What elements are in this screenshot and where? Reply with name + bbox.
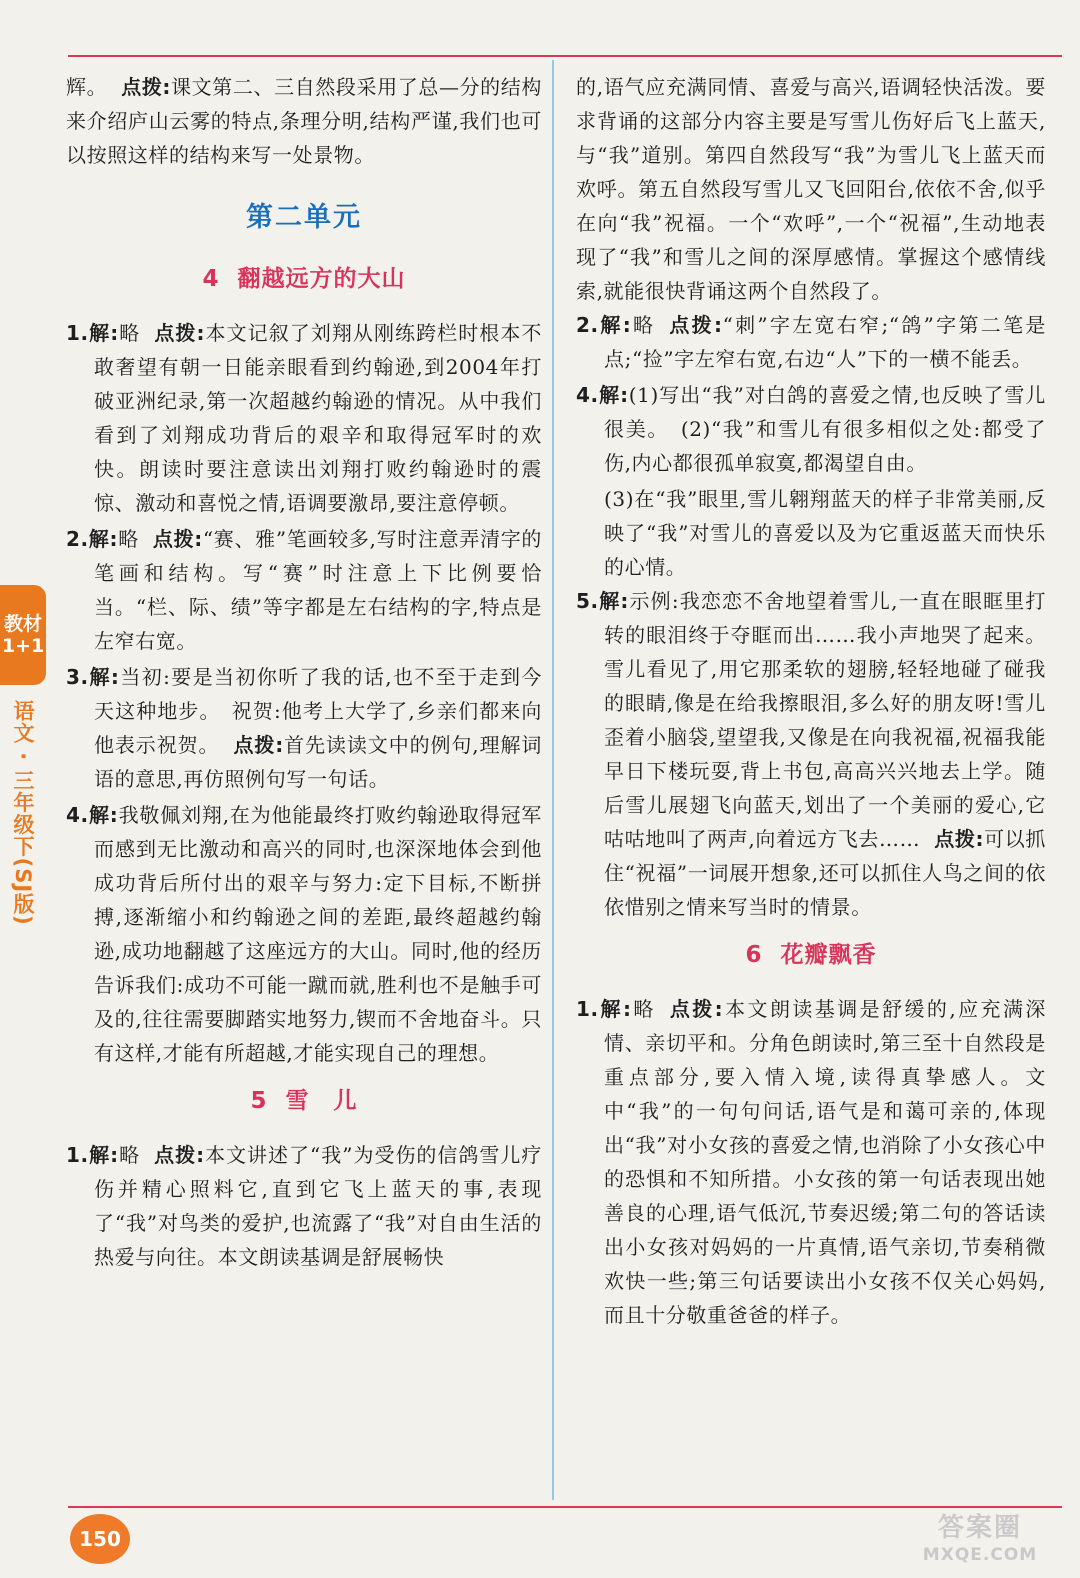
- intro-paragraph: 辉。 点拨:课文第二、三自然段采用了总—分的结构来介绍庐山云雾的特点,条理分明,结构严谨,我们也可以按照这样的结构来写一处景物。: [66, 75, 542, 167]
- page-number: 150: [70, 1514, 130, 1564]
- lesson-5-answer-4-part-3: (3)在“我”眼里,雪儿翱翔蓝天的样子非常美丽,反映了“我”对雪儿的喜爱以及为它重返蓝天而快乐的心情。: [604, 487, 1046, 579]
- lesson-6-answer-1: 1.解:略 点拨:本文朗读基调是舒缓的,应充满深情、亲切平和。分角色朗读时,第三至十自然段是重点部分,要入情入境,读得真挚感人。文中“我”的一句句问话,语气是和蔼可亲的,体现出“我”对小女孩的喜爱之情,也消除了小女孩心中的恐惧和不知所措。小女孩的第一句话表现出她善良的心理,语气低沉,节奏迟缓;第二句的答话读出小女孩对妈妈的一片真情,语气亲切,节奏稍微欢快一些;第三句话要读出小女孩不仅关心妈妈,而且十分敬重爸爸的样子。: [576, 997, 1046, 1327]
- watermark: 答案圈 MXQE.COM: [922, 1513, 1038, 1565]
- lesson-5-answer-1-continued: 的,语气应充满同情、喜爱与高兴,语调轻快活泼。要求背诵的这部分内容主要是写雪儿伤好后飞上蓝天,与“我”道别。第四自然段写“我”为雪儿飞上蓝天而欢呼。第五自然段写雪儿又飞回阳台,依依不舍,似乎在向“我”祝福。一个“欢呼”,一个“祝福”,生动地表现了“我”和雪儿之间的深厚感情。掌握这个感情线索,就能很快背诵这两个自然段了。: [576, 75, 1046, 303]
- top-rule: [68, 55, 1062, 57]
- unit-title: 第二单元: [246, 202, 362, 233]
- lesson-4-title: 4 翻越远方的大山: [202, 266, 406, 292]
- lesson-5-answer-1: 1.解:略 点拨:本文讲述了“我”为受伤的信鸽雪儿疗伤并精心照料它,直到它飞上蓝天的事,表现了“我”对鸟类的爱护,也流露了“我”对自由生活的热爱与向往。本文朗读基调是舒展畅快: [66, 1143, 542, 1269]
- lesson-4-answer-3: 3.解:当初:要是当初你听了我的话,也不至于走到今天这种地步。 祝贺:他考上大学了,乡亲们都来向他表示祝贺。 点拨:首先读读文中的例句,理解词语的意思,再仿照例句写一句话。: [66, 665, 542, 791]
- lesson-6-title: 6 花瓣飘香: [745, 942, 877, 968]
- right-column: [576, 70, 1046, 1334]
- bottom-rule: [68, 1506, 1062, 1508]
- lesson-4-answer-1: 1.解:略 点拨:本文记叙了刘翔从刚练跨栏时根本不敢奢望有朝一日能亲眼看到约翰逊,到2004年打破亚洲纪录,第一次超越约翰逊的情况。从中我们看到了刘翔成功背后的艰辛和取得冠军时的欢快。朗读时要注意读出刘翔打败约翰逊时的震惊、激动和喜悦之情,语调要激昂,要注意停顿。: [66, 321, 542, 515]
- side-label: 语文 · 三年级下(SJ版): [11, 700, 35, 926]
- left-column: [66, 70, 542, 1276]
- lesson-5-answer-4: 4.解:(1)写出“我”对白鸽的喜爱之情,也反映了雪儿很美。 (2)“我”和雪儿有很多相似之处:都受了伤,内心都很孤单寂寞,都渴望自由。: [576, 383, 1046, 475]
- lesson-4-answer-2: 2.解:略 点拨:“赛、雅”笔画较多,写时注意弄清字的笔画和结构。写“赛”时注意上下比例要恰当。“栏、际、绩”等字都是左右结构的字,特点是左窄右宽。: [66, 527, 542, 653]
- lesson-5-answer-2: 2.解:略 点拨:“刺”字左宽右窄;“鸽”字第二笔是点;“捡”字左窄右宽,右边“人”下的一横不能丢。: [576, 313, 1046, 371]
- side-tab: 教材 1+1: [0, 585, 46, 685]
- lesson-4-answer-4: 4.解:我敬佩刘翔,在为他能最终打败约翰逊取得冠军而感到无比激动和高兴的同时,也深深地体会到他成功背后所付出的艰辛与努力:定下目标,不断拼搏,逐渐缩小和约翰逊之间的差距,最终超越约翰逊,成功地翻越了这座远方的大山。同时,他的经历告诉我们:成功不可能一蹴而就,胜利也不是触手可及的,往往需要脚踏实地努力,锲而不舍地奋斗。只有这样,才能有所超越,才能实现自己的理想。: [66, 803, 542, 1065]
- lesson-5-answer-5: 5.解:示例:我恋恋不舍地望着雪儿,一直在眼眶里打转的眼泪终于夺眶而出……我小声地哭了起来。雪儿看见了,用它那柔软的翅膀,轻轻地碰了碰我的眼睛,像是在给我擦眼泪,多么好的朋友呀!雪儿歪着小脑袋,望望我,又像是在向我祝福,祝福我能早日下楼玩耍,背上书包,高高兴兴地去上学。随后雪儿展翅飞向蓝天,划出了一个美丽的爱心,它咕咕地叫了两声,向着远方飞去…… 点拨:可以抓住“祝福”一词展开想象,还可以抓住人鸟之间的依依惜别之情来写当时的情景。: [576, 589, 1046, 919]
- lesson-5-title: 5 雪 儿: [250, 1088, 358, 1114]
- column-divider: [552, 60, 554, 1500]
